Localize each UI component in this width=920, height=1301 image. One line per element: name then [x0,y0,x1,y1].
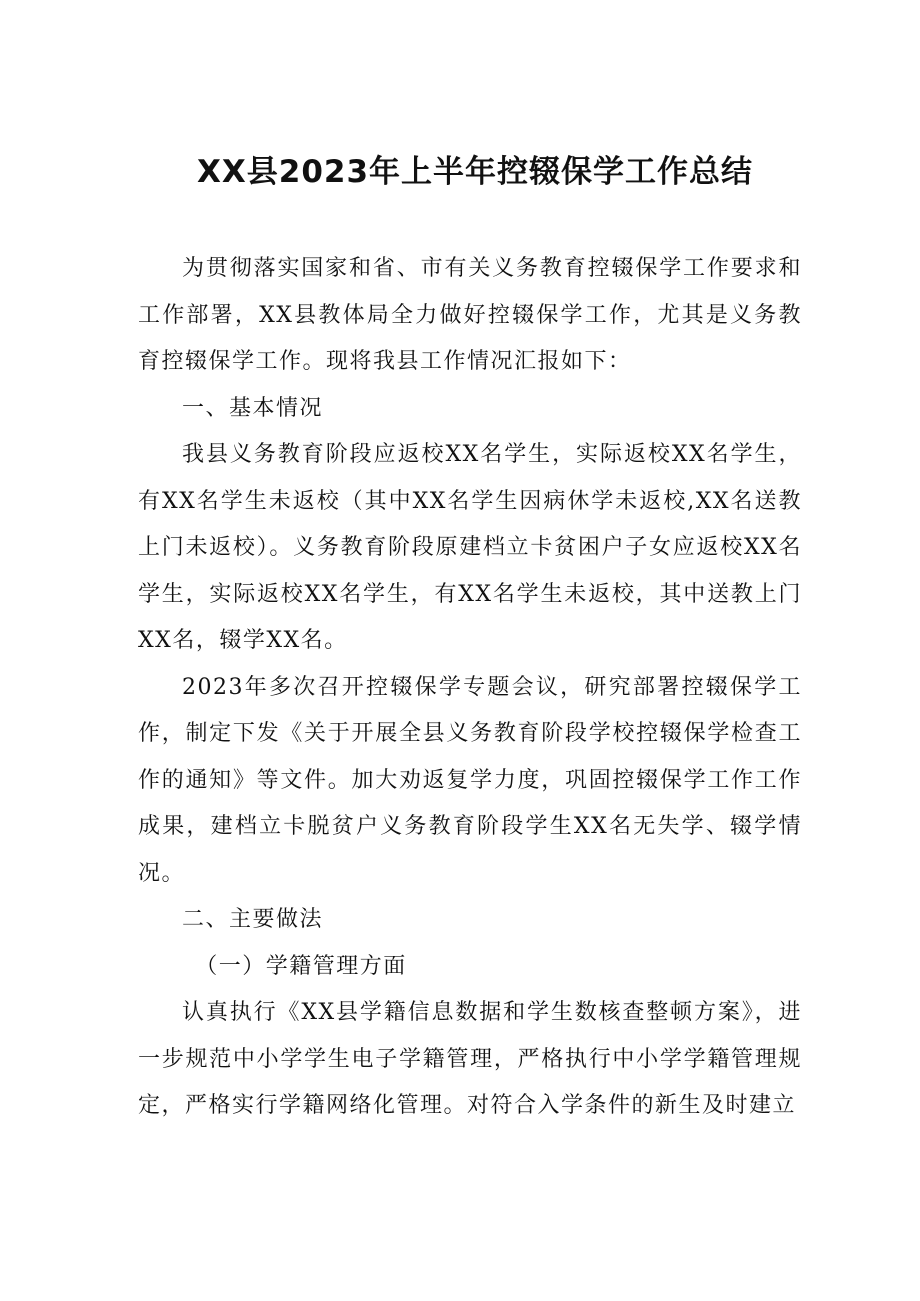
subsection-heading-student-records: （一）学籍管理方面 [195,953,407,979]
document-body [138,246,802,1130]
basic-situation-paragraph: 我县义务教育阶段应返校XX名学生，实际返校XX名学生，有XX名学生未返校（其中XX名学生因病休学未返校,XX名送教上门未返校）。义务教育阶段原建档立卡贫困户子女应返校XX名学生，实际返校XX名学生，有XX名学生未返校，其中送教上门XX名，辍学XX名。 [138,442,802,653]
intro-paragraph: 为贯彻落实国家和省、市有关义务教育控辍保学工作要求和工作部署，XX县教体局全力做好控辍保学工作，尤其是义务教育控辍保学工作。现将我县工作情况汇报如下： [138,256,802,374]
section-heading-main-practices: 二、主要做法 [182,907,324,932]
document-title: XX县2023年上半年控辍保学工作总结 [196,154,754,190]
student-records-paragraph: 认真执行《XX县学籍信息数据和学生数核查整顿方案》，进一步规范中小学学生电子学籍管理，严格执行中小学学籍管理规定，严格实行学籍网络化管理。对符合入学条件的新生及时建立 [138,1000,802,1118]
meetings-paragraph: 2023年多次召开控辍保学专题会议，研究部署控辍保学工作，制定下发《关于开展全县义务教育阶段学校控辍保学检查工作的通知》等文件。加大劝返复学力度，巩固控辍保学工作工作成果，建档立卡脱贫户义务教育阶段学生XX名无失学、辍学情况。 [138,674,802,886]
section-heading-basic-situation: 一、基本情况 [182,395,324,421]
